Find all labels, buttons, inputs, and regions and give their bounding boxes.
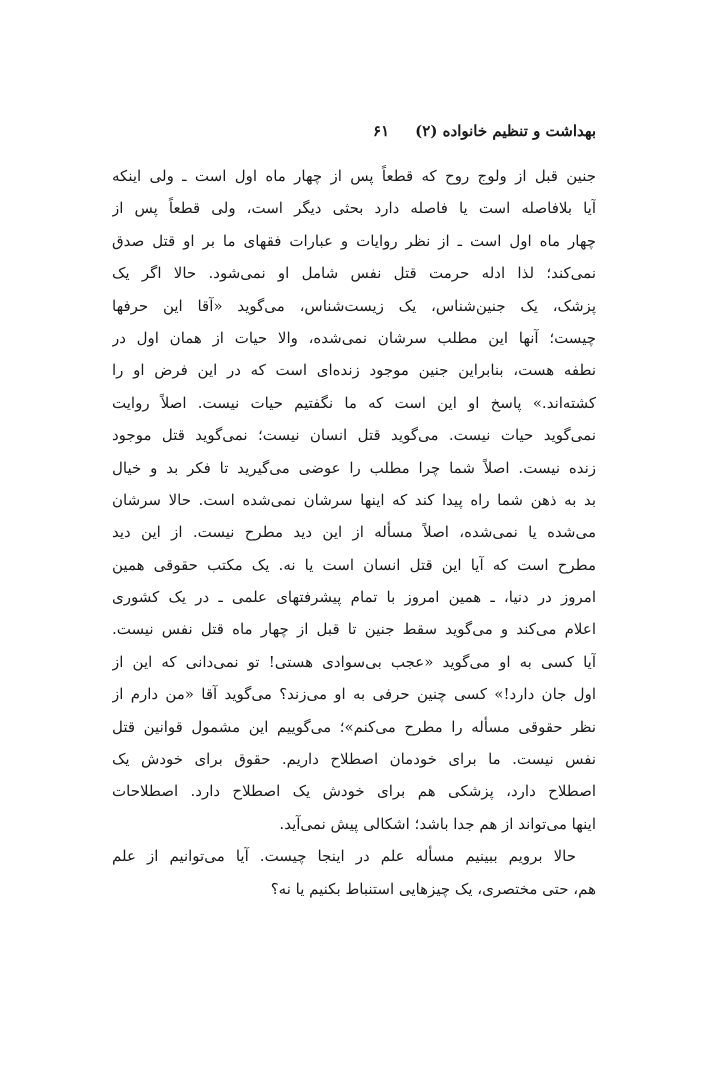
text-line: اصطلاح دارد، پزشکی هم برای خودش یک اصطلاح دارد. اصطلاحات xyxy=(112,782,596,801)
text-line: نطفه هست، بنابراین جنین موجود زنده‌ای است که در این فرض او را xyxy=(112,361,596,380)
text-line: مطرح است که آیا این قتل انسان است یا نه. یک مکتب حقوقی همین xyxy=(112,555,596,574)
text-line: آیا کسی به او می‌گوید «عجب بی‌سوادی هستی! تو نمی‌دانی که این از xyxy=(112,652,596,671)
paragraph-2 xyxy=(112,840,596,905)
text-line: چیست؛ آنها این مطلب سرشان نمی‌شده، والا حیات از همان اول در xyxy=(112,328,596,347)
text-line: می‌شده یا نمی‌شده، اصلاً مسأله از این دید مطرح نیست. از این دید xyxy=(112,523,596,542)
body-text xyxy=(112,160,596,905)
text-line: بد به ذهن شما راه پیدا کند که اینها سرشان نمی‌شده است. حالا سرشان xyxy=(112,490,596,509)
text-line: اعلام می‌کند و می‌گوید سقط جنین تا قبل از چهار ماه قتل نفس نیست. xyxy=(112,620,596,639)
text-line: زنده نیست. اصلاً شما چرا مطلب را عوضی می‌گیرید تا فکر بد و خیال xyxy=(112,458,596,477)
paragraph-1 xyxy=(112,160,596,840)
page-number: ۶۱ xyxy=(373,122,390,140)
running-header xyxy=(112,118,596,144)
text-line: اینها می‌تواند از هم جدا باشد؛ اشکالی پیش نمی‌آید. xyxy=(279,814,596,833)
text-line: نظر حقوقی مسأله را مطرح می‌کنم»؛ می‌گوییم این مشمول قوانین قتل xyxy=(112,717,596,736)
text-line: آیا بلافاصله است یا فاصله دارد بحثی دیگر است، ولی قطعاً پس از xyxy=(112,199,596,218)
text-line: اول جان دارد!» کسی چنین حرفی به او می‌زند؟ می‌گوید آقا «من دارم از xyxy=(112,685,596,704)
text-line: چهار ماه اول است ـ از نظر روایات و عبارات فقهای ما بر او قتل صدق xyxy=(112,231,596,250)
text-line: حالا برویم ببینیم مسأله علم در اینجا چیست. آیا می‌توانیم از علم xyxy=(112,847,576,866)
text-line: هم، حتی مختصری، یک چیزهایی استنباط بکنیم یا نه؟ xyxy=(270,879,596,898)
text-line: امروز در دنیا، ـ همین امروز با تمام پیشرفتهای علمی ـ در یک کشوری xyxy=(112,588,596,607)
text-line: نمی‌گوید حیات نیست. می‌گوید قتل انسان نیست؛ نمی‌گوید قتل موجود xyxy=(112,426,596,445)
text-line: جنین قبل از ولوج روح که قطعاً پس از چهار ماه اول است ـ ولی اینکه xyxy=(112,167,596,185)
text-line: پزشک، یک جنین‌شناس، یک زیست‌شناس، می‌گوید «آقا این حرفها xyxy=(112,296,596,315)
text-line: نمی‌کند؛ لذا ادله حرمت قتل نفس شامل او نمی‌شود. حالا اگر یک xyxy=(112,264,596,283)
text-line: نفس نیست. ما برای خودمان اصطلاح داریم. حقوق برای خودش یک xyxy=(112,750,596,769)
text-line: کشته‌اند.» پاسخ او این است که ما نگفتیم حیات نیست. اصلاً روایت xyxy=(112,393,596,412)
header-title: بهداشت و تنظیم خانواده (۲) xyxy=(415,122,596,140)
